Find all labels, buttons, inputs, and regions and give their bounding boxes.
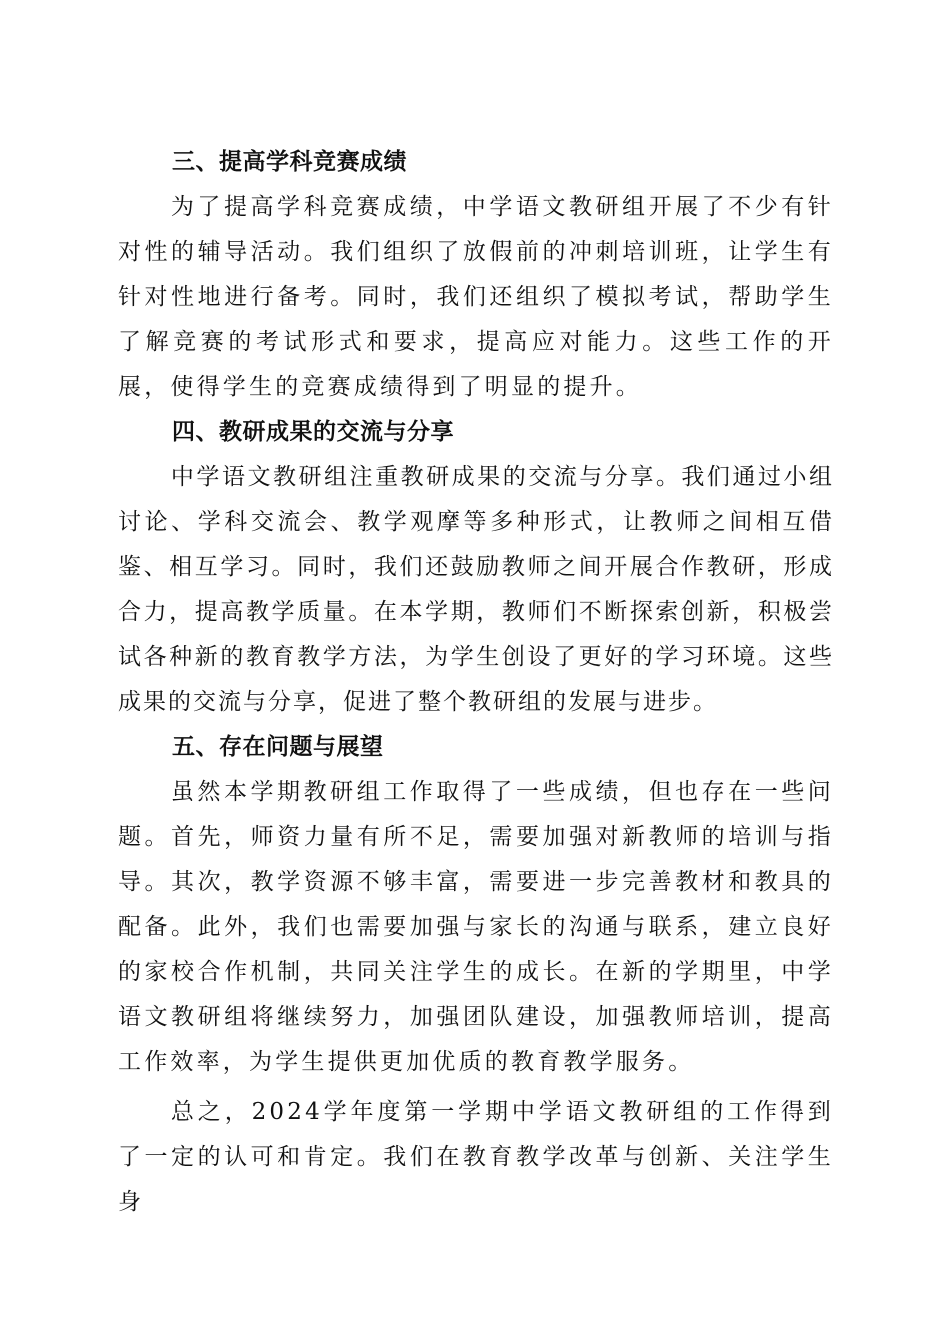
section-heading-competition: 三、提高学科竞赛成绩	[172, 149, 407, 175]
document-body	[118, 140, 834, 1225]
conclusion-paragraph: 总之，2024学年度第一学期中学语文教研组的工作得到了一定的认可和肯定。我们在教育教学改革与创新、关注学生身	[118, 1099, 834, 1215]
section-paragraph-problems: 虽然本学期教研组工作取得了一些成绩，但也存在一些问题。首先，师资力量有所不足，需要加强对新教师的培训与指导。其次，教学资源不够丰富，需要进一步完善教材和教具的配备。此外，我们也需要加强与家长的沟通与联系，建立良好的家校合作机制，共同关注学生的成长。在新的学期里，中学语文教研组将继续努力，加强团队建设，加强教师培训，提高工作效率，为学生提供更加优质的教育教学服务。	[118, 779, 834, 1075]
section-paragraph-exchange: 中学语文教研组注重教研成果的交流与分享。我们通过小组讨论、学科交流会、教学观摩等多种形式，让教师之间相互借鉴、相互学习。同时，我们还鼓励教师之间开展合作教研，形成合力，提高教学质量。在本学期，教师们不断探索创新，积极尝试各种新的教育教学方法，为学生创设了更好的学习环境。这些成果的交流与分享，促进了整个教研组的发展与进步。	[118, 464, 834, 715]
section-paragraph-competition: 为了提高学科竞赛成绩，中学语文教研组开展了不少有针对性的辅导活动。我们组织了放假前的冲刺培训班，让学生有针对性地进行备考。同时，我们还组织了模拟考试，帮助学生了解竞赛的考试形式和要求，提高应对能力。这些工作的开展，使得学生的竞赛成绩得到了明显的提升。	[118, 194, 834, 400]
section-heading-exchange: 四、教研成果的交流与分享	[172, 419, 454, 445]
section-heading-problems: 五、存在问题与展望	[172, 734, 384, 760]
